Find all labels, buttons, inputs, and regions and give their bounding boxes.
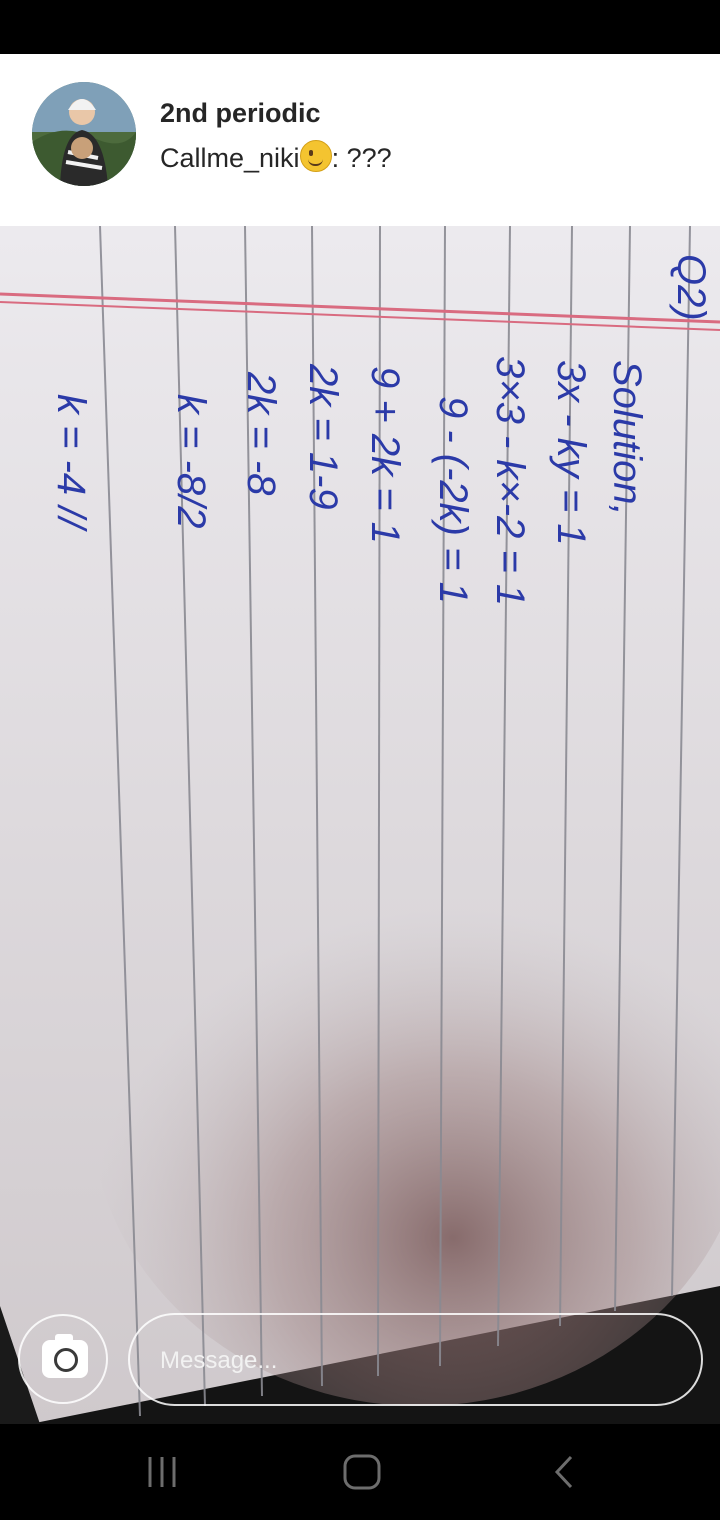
recents-icon xyxy=(144,1455,180,1489)
camera-button[interactable] xyxy=(18,1314,108,1404)
winking-face-icon xyxy=(300,140,332,172)
handwriting-line: 3x - ky = 1 xyxy=(549,360,593,546)
message-composer[interactable] xyxy=(128,1313,703,1406)
message-preview xyxy=(160,140,392,174)
message-input[interactable] xyxy=(160,1343,660,1379)
recents-button[interactable] xyxy=(132,1452,192,1492)
handwriting-line: Q2) xyxy=(669,254,713,321)
handwriting-line: 9 - (-2k) = 1 xyxy=(431,396,475,604)
handwriting-line: k = -4 // xyxy=(49,394,93,529)
avatar[interactable] xyxy=(32,82,136,186)
home-button[interactable] xyxy=(332,1452,392,1492)
handwriting-line: 9 + 2k = 1 xyxy=(363,366,407,544)
story-header xyxy=(0,54,720,226)
story-title: 2nd periodic xyxy=(160,98,321,128)
camera-icon xyxy=(42,1340,88,1378)
handwriting-line: k = -8/2 xyxy=(169,394,213,529)
handwriting-line: 2k = -8 xyxy=(239,372,283,496)
back-icon xyxy=(551,1454,577,1490)
system-nav-bar xyxy=(0,1424,720,1520)
status-bar xyxy=(0,0,720,54)
shared-photo xyxy=(0,226,720,1424)
handwriting-line: Solution, xyxy=(605,360,649,516)
handwriting-line: 2k = 1-9 xyxy=(301,364,345,510)
handwriting-line: 3×3 - k×-2 = 1 xyxy=(488,356,532,607)
sender-name: Callme_niki xyxy=(160,143,300,173)
home-icon xyxy=(342,1454,382,1490)
back-button[interactable] xyxy=(534,1452,594,1492)
preview-text: : ??? xyxy=(331,143,392,173)
